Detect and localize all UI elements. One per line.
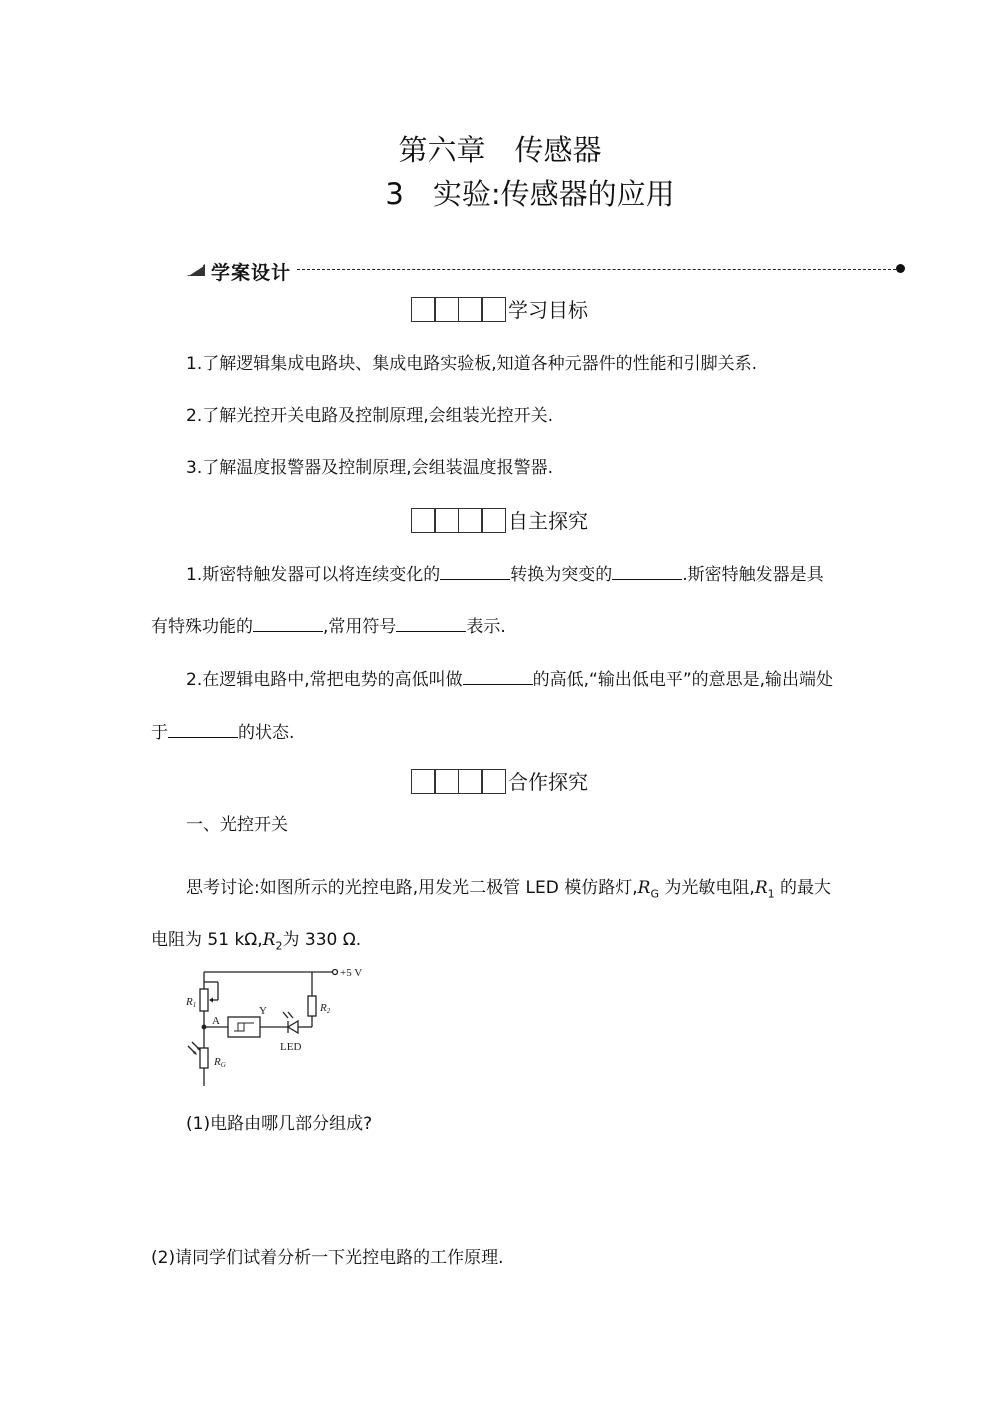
node-y-label: Y <box>259 1005 267 1017</box>
rg-photoresistor <box>200 1048 208 1068</box>
goal-item-3: 3.了解温度报警器及控制原理,会组装温度报警器. <box>186 458 554 478</box>
section-heading-goals: 学习目标 <box>0 294 1000 323</box>
goal-item-2: 2.了解光控开关电路及控制原理,会组装光控开关. <box>186 406 554 426</box>
banner-end-dot <box>896 264 905 273</box>
light-control-circuit-diagram <box>180 962 380 1092</box>
supply-label: +5 V <box>340 967 363 979</box>
coop-subheading: 一、光控开关 <box>186 815 288 835</box>
fill-blank[interactable] <box>612 561 682 580</box>
coop-intro-line-1: 思考讨论:如图所示的光控电路,用发光二极管 LED 模仿路灯$,R_G$ 为光敏电阻$,R_1$ 的最大 <box>186 878 832 901</box>
r2-resistor <box>308 996 316 1016</box>
fill-blank[interactable] <box>396 613 466 632</box>
coop-question-2: (2)请同学们试着分析一下光控电路的工作原理. <box>151 1248 504 1268</box>
r2-label: R2 <box>320 1002 331 1015</box>
coop-question-1: (1)电路由哪几部分组成? <box>186 1114 373 1134</box>
heading-boxes <box>412 296 506 322</box>
pen-icon <box>185 262 207 278</box>
section-heading-coop: 合作探究 <box>0 766 1000 795</box>
banner-label: 学案设计 <box>211 262 292 284</box>
goal-item-1: 1.了解逻辑集成电路块、集成电路实验板,知道各种元器件的性能和引脚关系. <box>186 354 758 374</box>
heading-boxes <box>412 507 506 533</box>
fill-blank[interactable] <box>440 561 510 580</box>
r1-label: R1 <box>186 996 197 1009</box>
heading-boxes <box>412 768 506 794</box>
fill-blank[interactable] <box>253 613 323 632</box>
self-question-2-line-2: 于 的状态. <box>151 719 294 745</box>
chapter-title: 第六章 传感器 <box>398 133 602 167</box>
fill-blank[interactable] <box>168 719 238 738</box>
r1-resistor <box>200 989 208 1011</box>
supply-terminal <box>333 970 338 975</box>
self-question-1-line-2: 有特殊功能的 ,常用符号 表示. <box>151 613 506 639</box>
coop-intro-line-2: 电阻为 51 $k\Omega,R_2$为 330 Ω. <box>151 930 362 953</box>
section-heading-self: 自主探究 <box>0 505 1000 534</box>
rg-label: RG <box>214 1056 226 1069</box>
node-a-label: A <box>212 1015 220 1027</box>
led-label: LED <box>280 1041 302 1053</box>
banner-dashed-line <box>297 269 901 270</box>
fill-blank[interactable] <box>463 666 533 685</box>
self-question-2-line-1: 2.在逻辑电路中,常把电势的高低叫做 的高低,“输出低电平”的意思是,输出端处 <box>186 666 833 692</box>
led-diode <box>288 1021 298 1033</box>
self-question-1-line-1: 1.斯密特触发器可以将连续变化的 转换为突变的 .斯密特触发器是具 <box>186 561 824 587</box>
section-banner <box>185 258 905 282</box>
lesson-title: 3 实验:传感器的应用 <box>385 177 675 211</box>
